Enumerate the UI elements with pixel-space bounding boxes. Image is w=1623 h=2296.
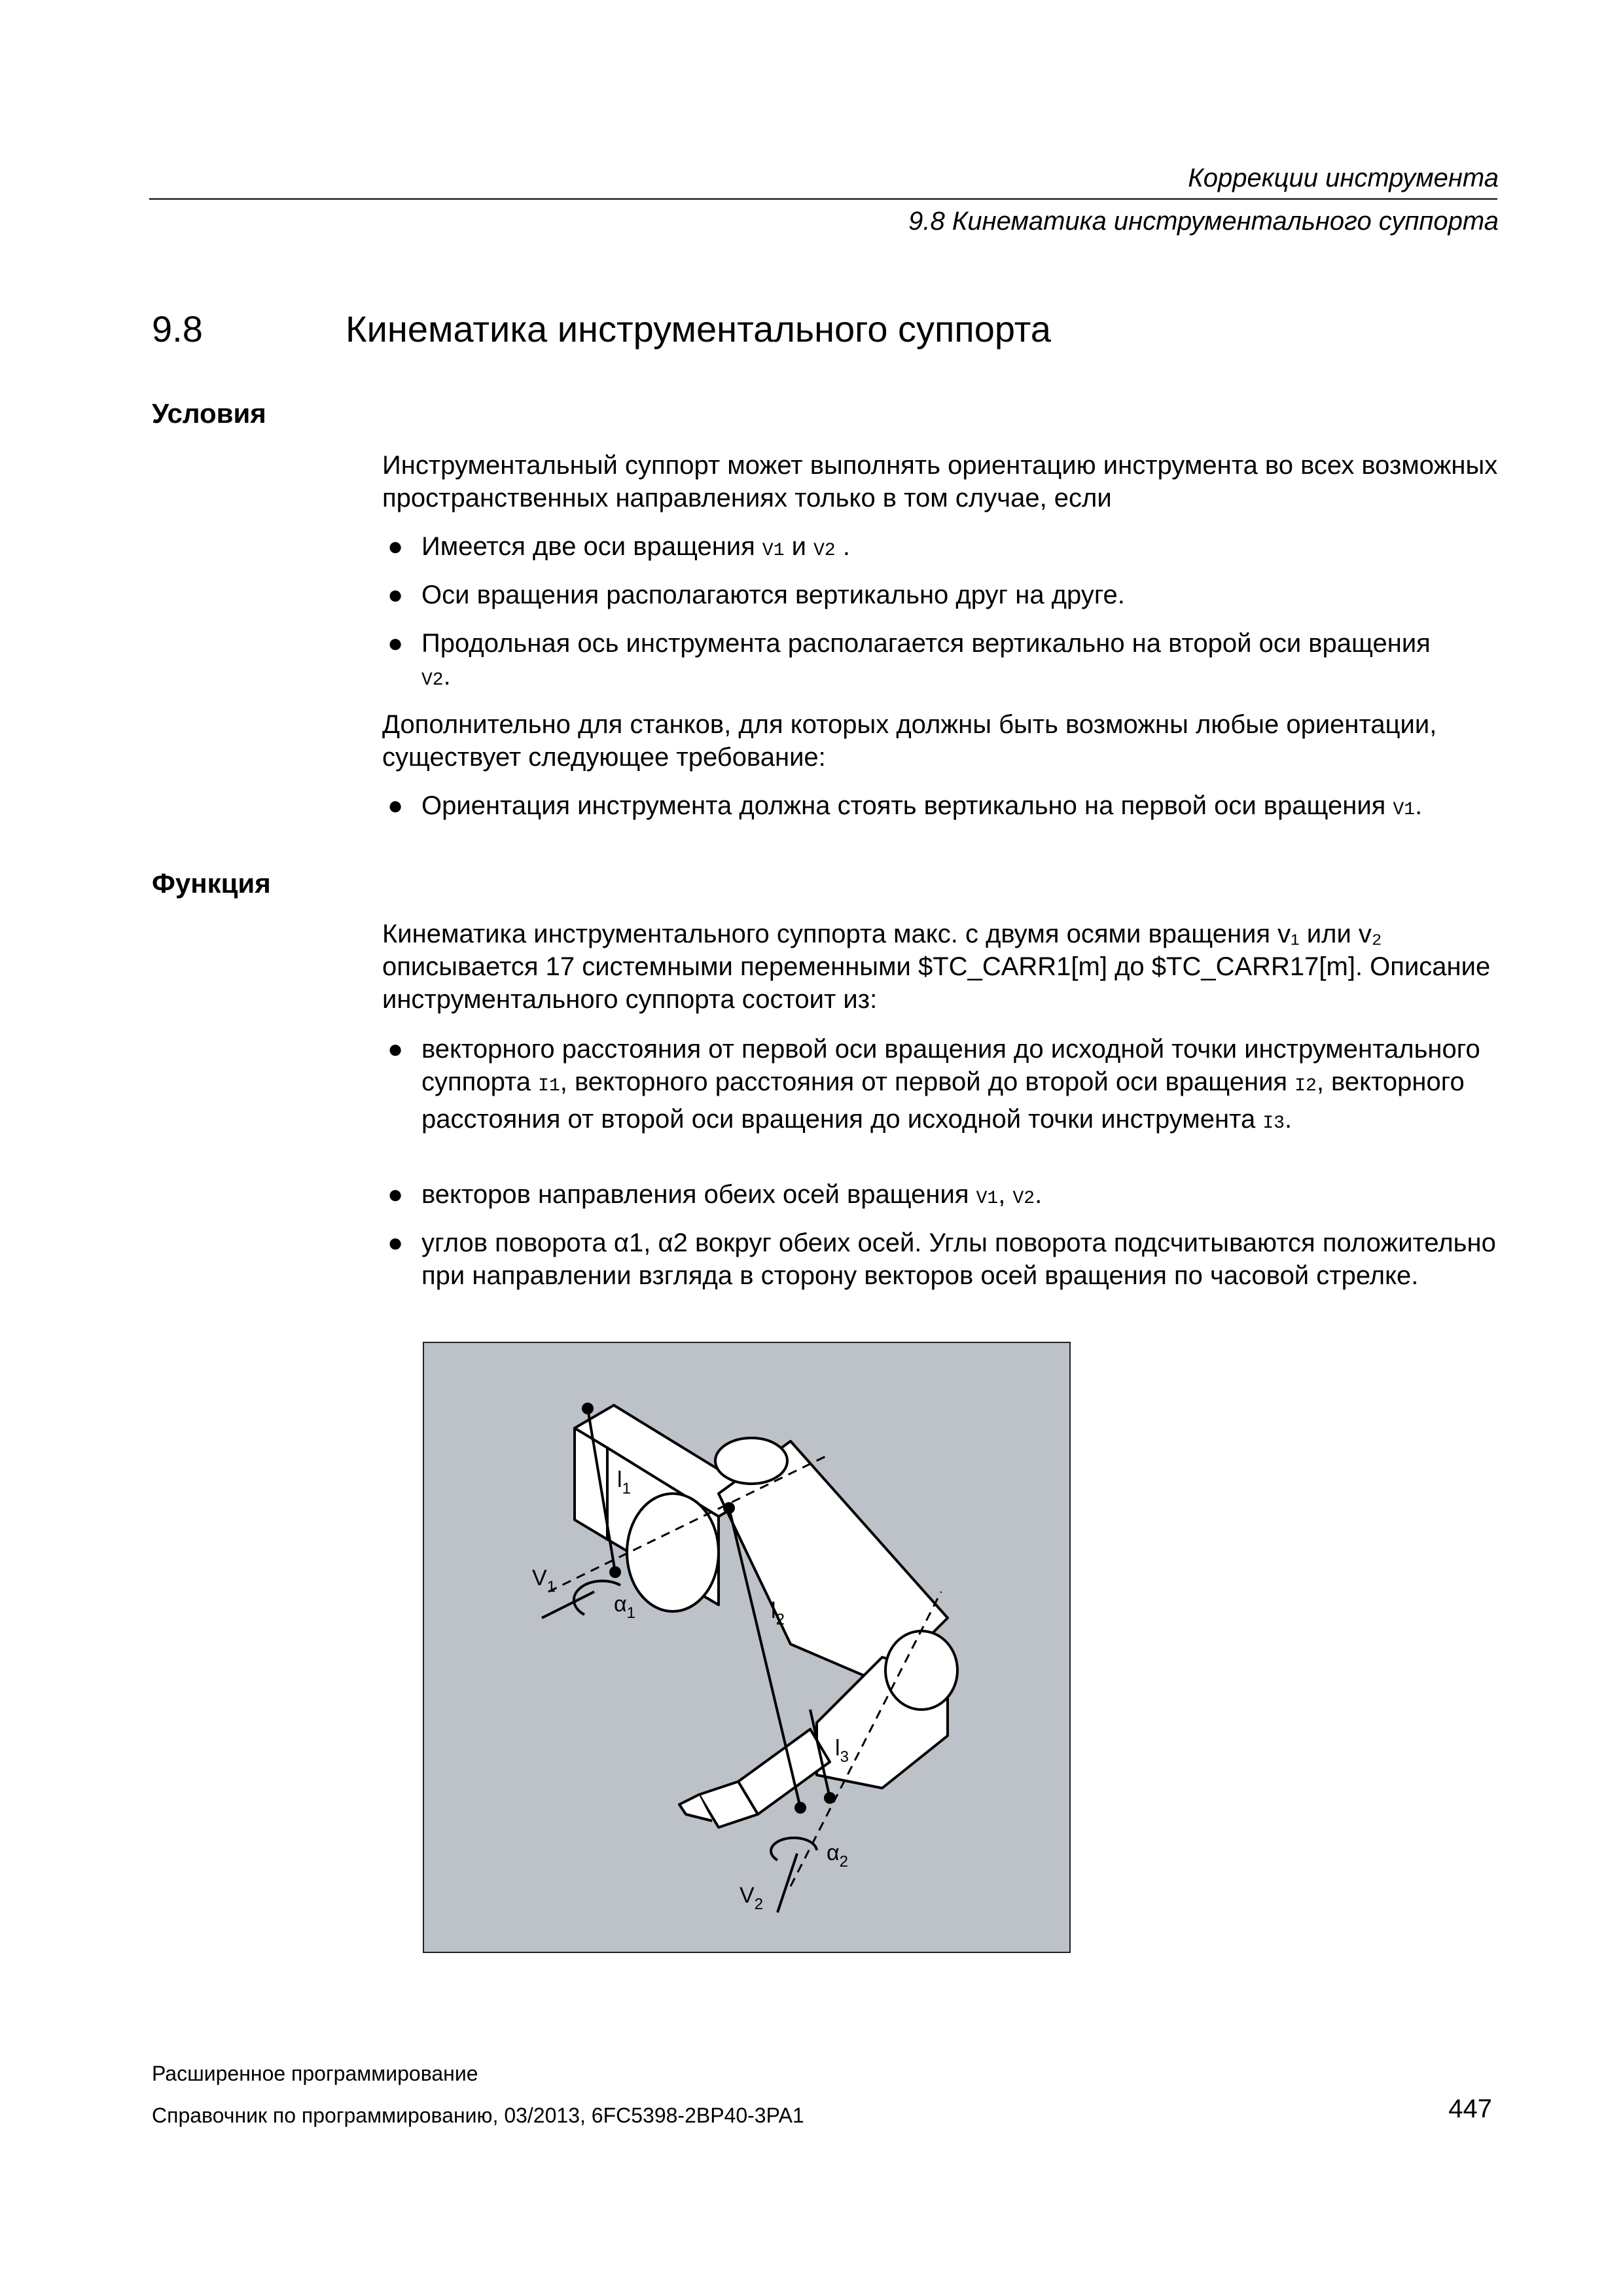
- point-2: [723, 1502, 735, 1514]
- conditions-bullet-2: ● Оси вращения располагаются вертикально друг на друге.: [382, 579, 1508, 611]
- function-bullet-2: ● векторов направления обеих осей вращения V1, V2.: [382, 1178, 1508, 1215]
- carrier-box-1-front: [575, 1428, 607, 1539]
- footer-manual: Справочник по программированию, 03/2013, 6FC5398-2BP40-3PA1: [152, 2104, 804, 2127]
- tool-carrier-figure: [423, 1342, 1071, 1953]
- point-1: [609, 1566, 621, 1578]
- footer-title: Расширенное программирование: [152, 2062, 478, 2085]
- label-v1: $V_1$: [532, 1566, 556, 1596]
- header-rule: [149, 198, 1497, 200]
- point-top: [582, 1403, 594, 1414]
- label-alpha1: $\alpha_1$: [614, 1592, 636, 1622]
- label-l2: $l_2$: [771, 1598, 785, 1628]
- function-bullet-3: ● углов поворота α1, α2 вокруг обеих осей. Углы поворота подсчитываются положительно при направлении взгляда в сторону векторов осей вращения по часовой стрелке.: [382, 1227, 1508, 1292]
- conditions-bullet-1: ● Имеется две оси вращения V1 и V2 .: [382, 530, 1508, 567]
- label-alpha2: $\alpha_2$: [827, 1840, 849, 1871]
- second-axis-joint: [885, 1631, 957, 1710]
- bullet-dot: ●: [387, 1035, 404, 1064]
- label-l3: $l_3$: [835, 1736, 849, 1766]
- function-intro: Кинематика инструментального суппорта макс. с двумя осями вращения v₁ или v₂ описывается 17 системными переменными $TC_CARR1[m] до $TC_CARR17[m]. Описание инструментального суппорта состоит из:: [382, 920, 1491, 1014]
- conditions-bullet-extra: ● Ориентация инструмента должна стоять вертикально на первой оси вращения V1.: [382, 789, 1508, 827]
- label-v2: $V_2$: [740, 1883, 764, 1913]
- function-heading: Функция: [152, 868, 271, 899]
- bullet-dot: ●: [387, 629, 404, 658]
- arm-joint: [715, 1438, 787, 1484]
- bullet-dot: ●: [387, 581, 404, 609]
- v1-arrow: [542, 1592, 594, 1618]
- function-bullet-1: ● векторного расстояния от первой оси вращения до исходной точки инструментального суппорта I1, векторного расстояния от первой до второй оси вращения I2, векторного расстояния от второй оси вращения до исходной точки инструмента I3.: [382, 1033, 1508, 1140]
- tool-carrier-diagram: [424, 1343, 1069, 1952]
- label-l1: $l_1$: [617, 1467, 631, 1498]
- conditions-heading: Условия: [152, 398, 266, 429]
- running-header-section: 9.8 Кинематика инструментального суппорта: [908, 207, 1499, 236]
- bullet-dot: ●: [387, 532, 404, 561]
- v2-arrow: [777, 1854, 797, 1912]
- page-number: 447: [1448, 2094, 1492, 2123]
- alpha2-rotation-arrow: [771, 1838, 817, 1860]
- bullet-dot: ●: [387, 1180, 404, 1209]
- running-header-chapter: Коррекции инструмента: [1188, 164, 1499, 192]
- cylinder-1-end: [627, 1494, 719, 1611]
- point-4: [824, 1792, 836, 1804]
- conditions-bullet-3: ● Продольная ось инструмента располагается вертикально на второй оси вращения V2.: [382, 627, 1508, 697]
- bullet-dot: ●: [387, 1229, 404, 1257]
- bullet-dot: ●: [387, 791, 404, 820]
- section-title: Кинематика инструментального суппорта: [346, 308, 1051, 350]
- conditions-intro: Инструментальный суппорт может выполнять ориентацию инструмента во всех возможных пространственных направлениях только в том случае, если: [382, 451, 1498, 512]
- section-number: 9.8: [152, 308, 203, 350]
- conditions-additional: Дополнительно для станков, для которых должны быть возможны любые ориентации, существует следующее требование:: [382, 710, 1437, 772]
- point-3: [794, 1802, 806, 1814]
